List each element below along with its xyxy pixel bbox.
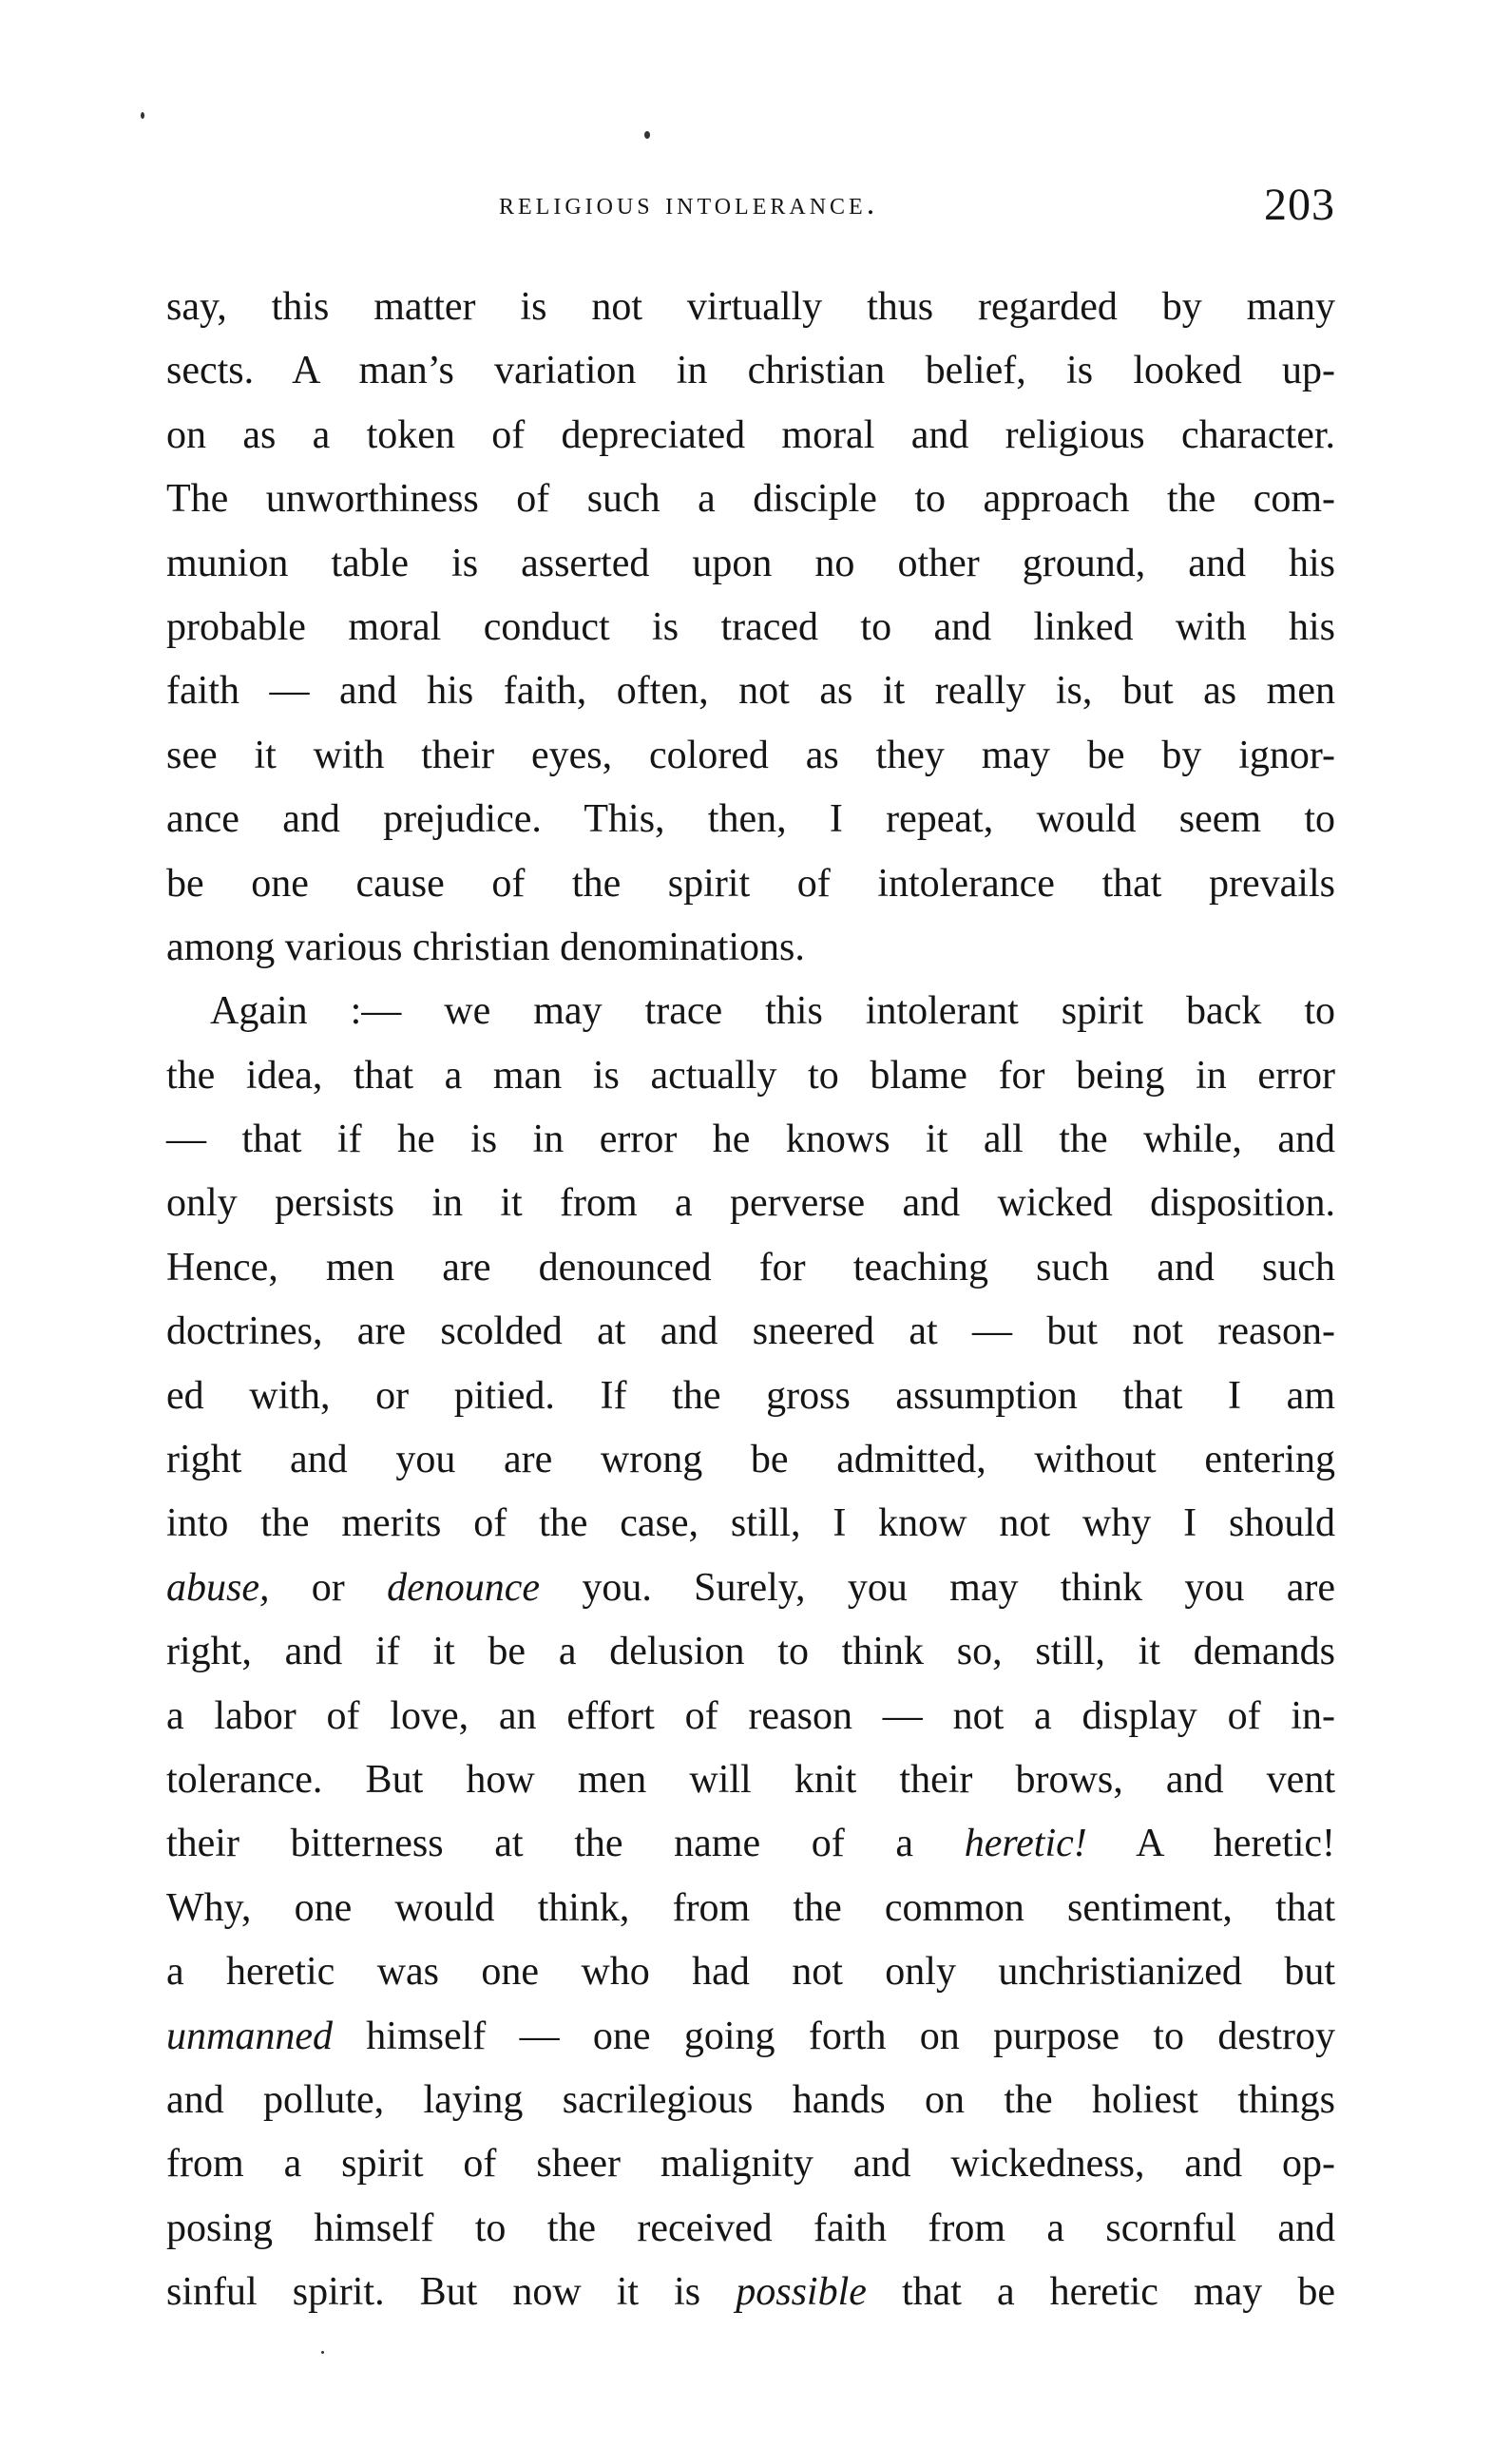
text-line: ed with, or pitied. If the gross assumption that I am [166,1373,1335,1418]
italic-word: denounce [387,1565,541,1610]
text-fragment: or [269,1565,388,1610]
text-fragment: A heretic! [1086,1822,1335,1866]
text-line: from a spirit of sheer malignity and wickedness, and op- [166,2142,1335,2187]
italic-word: unmanned [166,2014,333,2058]
text-line: among various christian denominations. [166,925,805,969]
text-line [166,1557,1335,1620]
running-head: religious intolerance. [499,186,879,221]
page-header [166,179,1335,236]
text-line: into the merits of the case, still, I know not why I should [166,1501,1335,1546]
text-line: be one cause of the spirit of intolerance that prevails [166,861,1335,906]
text-line: right and you are wrong be admitted, without entering [166,1438,1335,1482]
text-fragment: their bitterness at the name of a [166,1822,965,1866]
text-line: munion table is asserted upon no other ground, and his [166,541,1335,585]
text-line: posing himself to the received faith from a scornful and [166,2206,1335,2250]
text-line: on as a token of depreciated moral and religious character. [166,412,1335,457]
text-line: ance and prejudice. This, then, I repeat, would seem to [166,797,1335,842]
text-line: tolerance. But how men will knit their brows, and vent [166,1757,1335,1802]
page-number: 203 [1264,180,1335,230]
ink-speck [644,131,650,139]
text-line: Again :— we may trace this intolerant spirit back to [210,989,1335,1034]
italic-word: heretic! [964,1822,1087,1866]
text-fragment: you. Surely, you may think you are [540,1565,1335,1610]
italic-word: possible [736,2270,867,2315]
text-line: and pollute, laying sacrilegious hands on the holiest things [166,2077,1335,2122]
text-line: the idea, that a man is actually to blame for being in error [166,1053,1335,1098]
text-line: Hence, men are denounced for teaching such and such [166,1245,1335,1289]
ink-speck [321,2351,324,2354]
text-fragment: sinful spirit. But now it is [166,2270,737,2315]
text-fragment: himself — one going forth on purpose to destroy [332,2014,1335,2058]
text-line: say, this matter is not virtually thus regarded by many [166,285,1335,329]
text-line: faith — and his faith, often, not as it really is, but as men [166,669,1335,714]
text-line: a labor of love, an effort of reason — not a display of in- [166,1693,1335,1738]
text-line: a heretic was one who had not only unchristianized but [166,1950,1335,1995]
text-fragment: that a heretic may be [866,2270,1335,2315]
text-line: only persists in it from a perverse and wicked disposition. [166,1181,1335,1226]
text-line [166,1812,1335,1876]
text-line: The unworthiness of such a disciple to approach the com- [166,477,1335,522]
text-line: — that if he is in error he knows it all the while, and [166,1117,1335,1162]
text-line: Why, one would think, from the common sentiment, that [166,1885,1335,1930]
text-line: sects. A man’s variation in christian belief, is looked up- [166,349,1335,393]
text-line [166,2261,1335,2324]
text-line [166,2005,1335,2069]
text-line: right, and if it be a delusion to think so, still, it demands [166,1630,1335,1674]
italic-word: abuse, [166,1565,270,1610]
text-line: see it with their eyes, colored as they may be by ignor- [166,733,1335,777]
text-line: doctrines, are scolded at and sneered at — but not reason- [166,1309,1335,1354]
ink-speck [141,112,144,119]
text-line: probable moral conduct is traced to and linked with his [166,604,1335,649]
body-text [166,276,1335,2325]
